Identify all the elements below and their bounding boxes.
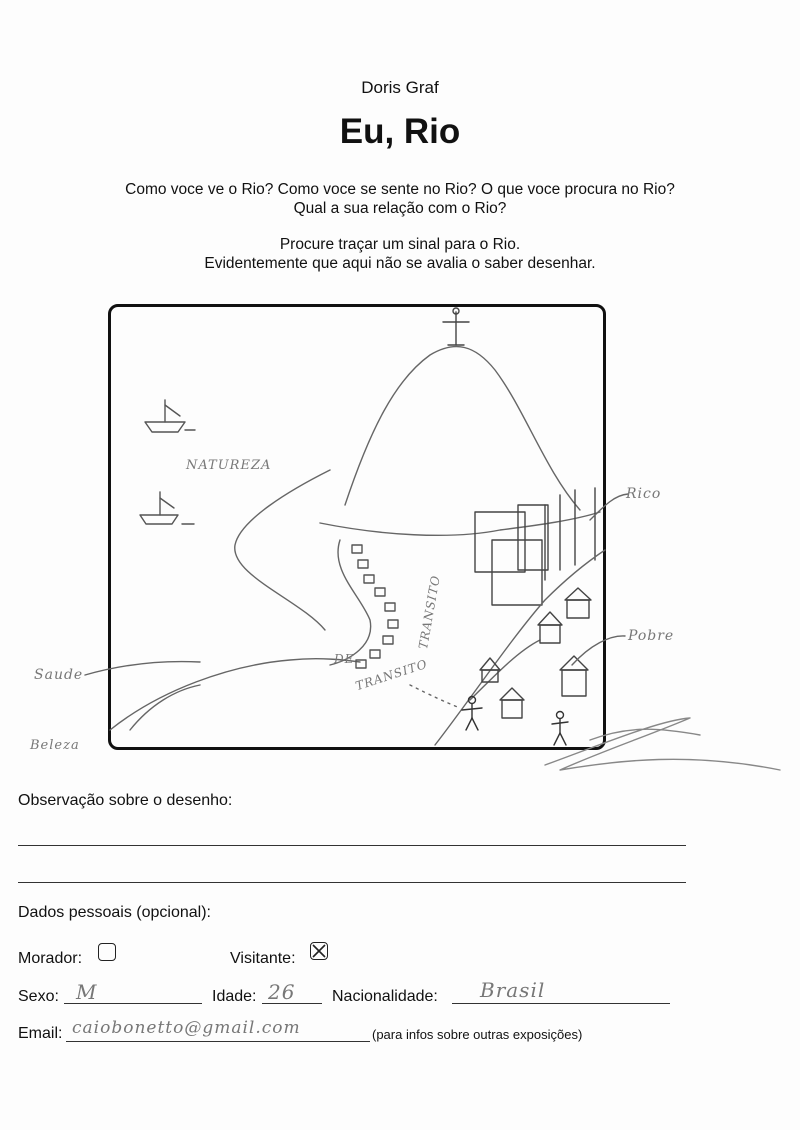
morador-label: Morador: (18, 950, 83, 967)
idade-value: 26 (268, 980, 296, 1004)
email-line[interactable] (66, 1041, 370, 1042)
label-transito: TRANSITO (353, 656, 430, 694)
page-title: Eu, Rio (339, 112, 461, 151)
check-mark-icon (311, 943, 327, 959)
email-label: Email: (18, 1025, 63, 1042)
morador-checkbox[interactable] (98, 943, 116, 961)
author-name: Doris Graf (361, 78, 439, 97)
label-pobre: Pobre (628, 628, 675, 644)
nacionalidade-label: Nacionalidade: (332, 988, 438, 1005)
idade-label: Idade: (212, 988, 257, 1005)
sexo-value: M (76, 980, 98, 1004)
nacionalidade-line[interactable] (452, 1003, 670, 1004)
label-rico: Rico (626, 486, 662, 502)
label-natureza: NATUREZA (186, 458, 272, 473)
label-saude: Saude (34, 667, 84, 683)
question-line-1: Como voce ve o Rio? Como voce se sente no Rio? O que voce procura no Rio? (125, 181, 675, 198)
email-note: (para infos sobre outras exposições) (372, 1027, 583, 1042)
visitante-checkbox[interactable] (310, 942, 328, 960)
email-value: caiobonetto@gmail.com (72, 1018, 301, 1038)
observation-label: Observação sobre o desenho: (18, 792, 233, 809)
instruction-line-1: Procure traçar um sinal para o Rio. (279, 236, 521, 253)
sexo-label: Sexo: (18, 988, 59, 1005)
label-beleza: Beleza (30, 738, 80, 753)
instruction-line-2: Evidentemente que aqui não se avalia o saber desenhar. (204, 255, 596, 272)
personal-data-label: Dados pessoais (opcional): (18, 904, 211, 921)
observation-line-1[interactable] (18, 845, 686, 846)
observation-line-2[interactable] (18, 882, 686, 883)
nacionalidade-value: Brasil (480, 978, 546, 1002)
question-line-2: Qual a sua relação com o Rio? (293, 200, 507, 217)
label-de: DE (334, 652, 355, 666)
label-transito-vertical: TRANSITO (416, 573, 443, 651)
visitante-label: Visitante: (230, 950, 296, 967)
